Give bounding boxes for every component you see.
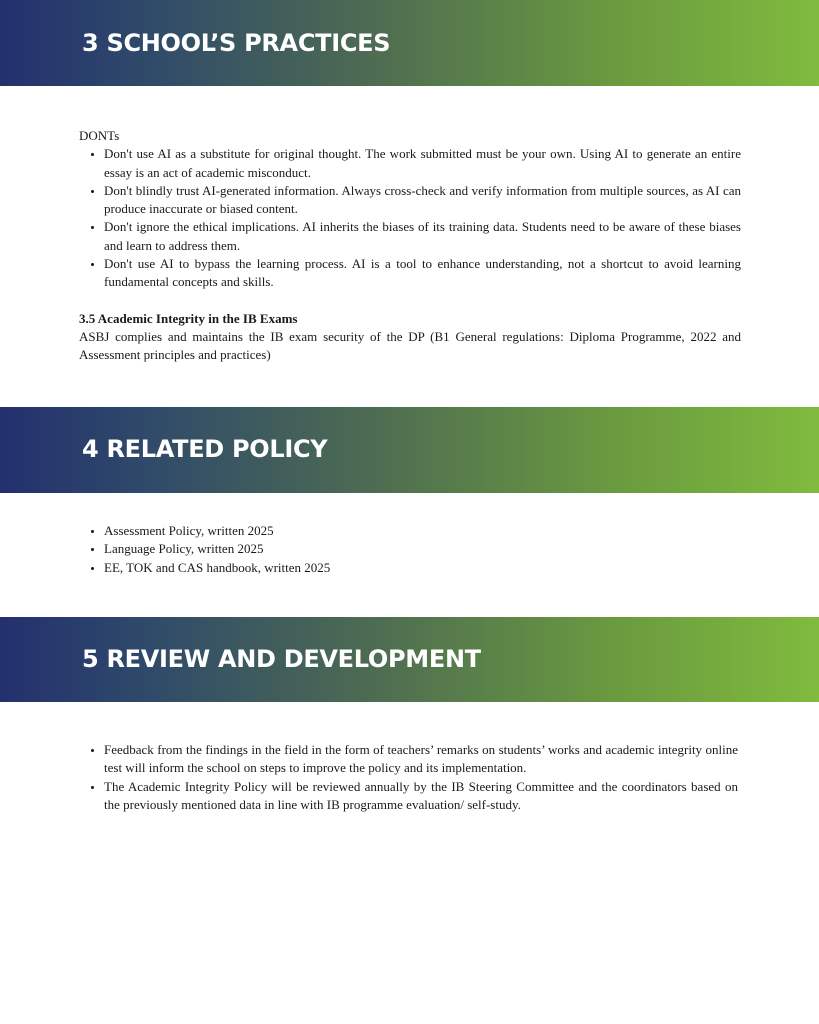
related-policy-list	[79, 522, 741, 577]
list-item: • Language Policy, written 2025	[104, 540, 741, 558]
list-item: • Don't blindly trust AI-generated information. Always cross-check and verify information from multiple sources, as AI can produce inaccurate or biased content.	[104, 182, 741, 219]
section-5-content	[79, 741, 738, 814]
section-3-header	[0, 0, 819, 86]
section-4-title: 4 RELATED POLICY	[82, 435, 328, 463]
section-4-content	[79, 522, 741, 577]
subsection-3-5-paragraph: ASBJ complies and maintains the IB exam security of the DP (B1 General regulations: Diploma Programme, 2022 and Assessment principles and practices)	[79, 328, 741, 363]
review-list	[79, 741, 738, 814]
list-item: • Don't use AI as a substitute for original thought. The work submitted must be your own. Using AI to generate an entire essay is an act of academic misconduct.	[104, 145, 741, 182]
list-item: • Don't ignore the ethical implications. AI inherits the biases of its training data. Students need to be aware of these biases and learn to address them.	[104, 218, 741, 255]
list-item: • The Academic Integrity Policy will be reviewed annually by the IB Steering Committee and the coordinators based on the previously mentioned data in line with IB programme evaluation/ self-study.	[104, 778, 738, 815]
section-3-title: 3 SCHOOL’S PRACTICES	[82, 29, 391, 57]
list-item: • EE, TOK and CAS handbook, written 2025	[104, 559, 741, 577]
list-item: • Don't use AI to bypass the learning process. AI is a tool to enhance understanding, not a shortcut to avoid learning fundamental concepts and skills.	[104, 255, 741, 292]
section-4-header	[0, 407, 819, 493]
donts-label: DONTs	[79, 128, 120, 143]
section-5-title: 5 REVIEW AND DEVELOPMENT	[82, 645, 481, 673]
subsection-3-5-title: 3.5 Academic Integrity in the IB Exams	[79, 310, 298, 326]
section-3-content	[79, 127, 741, 365]
donts-list	[79, 145, 741, 291]
list-item: • Assessment Policy, written 2025	[104, 522, 741, 540]
list-item: • Feedback from the findings in the field in the form of teachers’ remarks on students’ works and academic integrity online test will inform the school on steps to improve the policy and its implementation.	[104, 741, 738, 778]
section-5-header	[0, 617, 819, 702]
